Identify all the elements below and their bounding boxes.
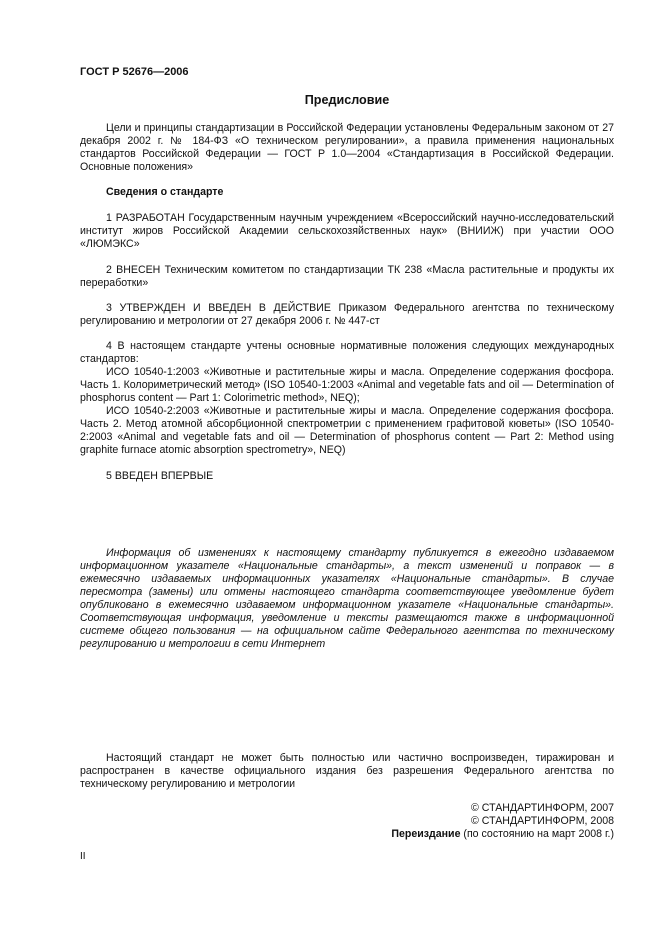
item-1: 1 РАЗРАБОТАН Государственным научным учреждением «Всероссийский научно-исследовательский институт жиров Российской Академии сельскохозяйственных наук» (ВНИИЖ) при участии ООО «ЛЮМЭКС»	[80, 212, 614, 250]
section-subtitle: Сведения о стандарте	[106, 186, 224, 198]
info-note: Информация об изменениях к настоящему стандарту публикуется в ежегодно издаваемом информационном указателе «Национальные стандарты», а текст изменений и поправок — в ежемесячно издаваемых информационных указателях «Национальные стандарты». В случае пересмотра (замены) или отмены настоящего стандарта соответствующее уведомление будет опубликовано в ежемесячно издаваемом информационном указателе «Национальные стандарты». Соответствующая информация, уведомление и тексты размещаются также в информационной системе общего пользования — на официальном сайте Федерального агентства по техническому регулированию и метрологии в сети Интернет	[80, 547, 614, 650]
intro-paragraph: Цели и принципы стандартизации в Российской Федерации установлены Федеральным законом от 27 декабря 2002 г. № 184-ФЗ «О техническом регулировании», а правила применения национальных стандартов Российской Федерации — ГОСТ Р 1.0—2004 «Стандартизация в Российской Федерации. Основные положения»	[80, 122, 614, 173]
item-4-standard-1: ИСО 10540-1:2003 «Животные и растительные жиры и масла. Определение содержания фосфора. Часть 1. Колориметрический метод» (ISO 10540-1:2003 «Animal and vegetable fats and oil — Determination of phosphorus content — Part 1: Colorimetric method», NEQ);	[80, 366, 614, 404]
item-2: 2 ВНЕСЕН Техническим комитетом по стандартизации ТК 238 «Масла растительные и продукты их переработки»	[80, 264, 614, 289]
reissue-label: Переиздание	[391, 828, 461, 840]
reissue-detail: (по состоянию на март 2008 г.)	[460, 828, 614, 840]
page-title: Предисловие	[304, 93, 390, 107]
item-5: 5 ВВЕДЕН ВПЕРВЫЕ	[106, 470, 214, 482]
copyright-line-2: © СТАНДАРТИНФОРМ, 2008	[471, 815, 614, 827]
item-3: 3 УТВЕРЖДЕН И ВВЕДЕН В ДЕЙСТВИЕ Приказом Федерального агентства по техническому регулированию и метрологии от 27 декабря 2006 г. № 447-ст	[80, 302, 614, 327]
reissue-line	[80, 828, 614, 841]
copyright-note: Настоящий стандарт не может быть полностью или частично воспроизведен, тиражирован и распространен в качестве официального издания без разрешения Федерального агентства по техническому регулированию и метрологии	[80, 752, 614, 790]
page-number: II	[80, 851, 86, 862]
copyright-line-1: © СТАНДАРТИНФОРМ, 2007	[471, 802, 614, 814]
item-4: 4 В настоящем стандарте учтены основные нормативные положения следующих международных стандартов:	[80, 340, 614, 365]
document-code: ГОСТ Р 52676—2006	[80, 66, 189, 78]
item-4-standard-2: ИСО 10540-2:2003 «Животные и растительные жиры и масла. Определение содержания фосфора. Часть 2. Метод атомной абсорбционной спектрометрии с применением графитовой кюветы» (ISO 10540-2:2003 «Animal and vegetable fats and oil — Determination of phosphorus content — Part 2: Method using graphite furnace atomic absorption spectrometry», NEQ)	[80, 405, 614, 456]
